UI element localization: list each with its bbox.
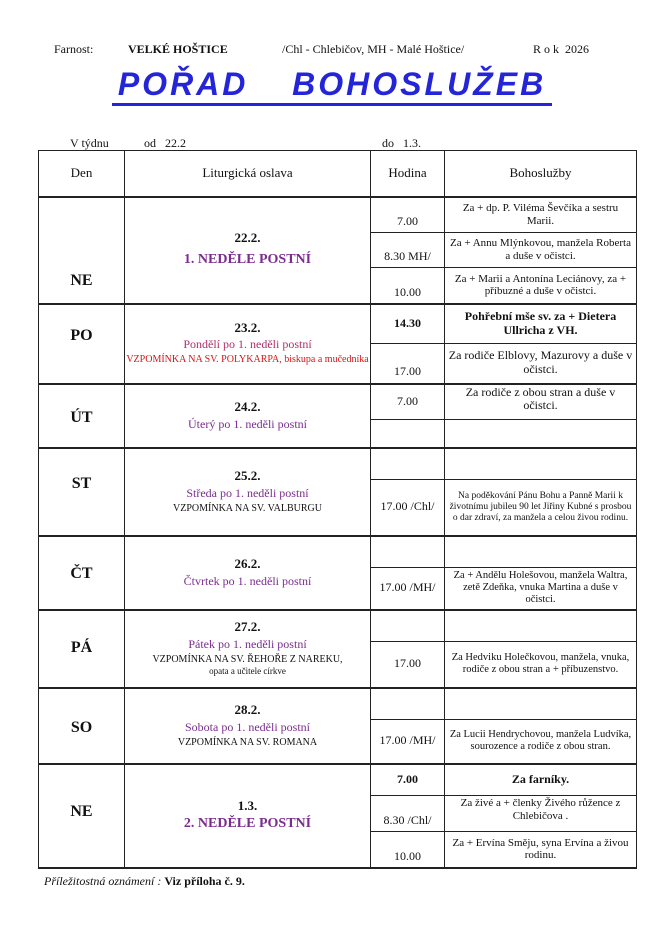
day-date: 27.2. (234, 619, 261, 635)
day-group (39, 610, 637, 688)
mass-time: 17.00 /MH/ (371, 568, 445, 610)
day-feast: Sobota po 1. neděli postní (185, 719, 310, 734)
mass-time: 17.00 (371, 642, 445, 688)
day-group (39, 688, 637, 764)
mass-intention (445, 536, 637, 568)
day-group (39, 448, 637, 536)
mass-time (371, 688, 445, 720)
mass-time: 10.00 (371, 832, 445, 868)
mass-intention: Za + dp. P. Viléma Ševčíka a sestru Marii. (445, 197, 637, 233)
mass-time: 7.00 (371, 197, 445, 233)
day-feast: Úterý po 1. neděli postní (188, 416, 307, 431)
day-celebration (125, 197, 371, 304)
day-memorial: VZPOMÍNKA NA SV. ŘEHOŘE Z NAREKU, (152, 653, 343, 665)
mass-intention: Za Lucii Hendrychovou, manžela Ludvíka, sourozence a rodiče z obou stran. (445, 720, 637, 764)
mass-time: 10.00 (371, 268, 445, 304)
day-date: 1.3. (237, 797, 258, 813)
day-date: 24.2. (234, 398, 261, 414)
parish-label: Farnost: (54, 42, 94, 56)
day-group (39, 536, 637, 610)
day-date: 25.2. (234, 467, 261, 483)
mass-time: 17.00 (371, 344, 445, 384)
day-date: 26.2. (234, 555, 261, 571)
day-group (39, 197, 637, 304)
day-feast: Pondělí po 1. neděli postní (183, 337, 312, 352)
col-header-hodina: Hodina (371, 151, 445, 197)
day-celebration (125, 764, 371, 868)
day-group (39, 304, 637, 384)
day-name: PO (39, 304, 125, 384)
day-feast: Středa po 1. neděli postní (186, 485, 309, 500)
day-celebration (125, 384, 371, 448)
page-title (0, 66, 664, 103)
week-from: od 22.2 (144, 136, 186, 150)
col-header-den: Den (39, 151, 125, 197)
day-celebration (125, 688, 371, 764)
day-name: NE (39, 197, 125, 304)
day-feast: 2. NEDĚLE POSTNÍ (183, 815, 312, 831)
mass-time: 17.00 /MH/ (371, 720, 445, 764)
page-title-text: POŘAD BOHOSLUŽEB (112, 66, 552, 106)
mass-time (371, 536, 445, 568)
mass-time: 14.30 (371, 304, 445, 344)
mass-intention: Za + Ervína Směju, syna Ervína a živou rodinu. (445, 832, 637, 868)
mass-intention: Za živé a + členky Živého růžence z Chlebičova . (445, 796, 637, 832)
day-memorial-note: opata a učitele církve (209, 666, 286, 677)
footer-value: Viz příloha č. 9. (164, 874, 245, 888)
day-name: PÁ (39, 610, 125, 688)
day-memorial: VZPOMÍNKA NA SV. VALBURGU (173, 502, 322, 514)
mass-intention: Za + Marii a Antonína Leciánovy, za + příbuzné a duše v očistci. (445, 268, 637, 304)
day-date: 23.2. (234, 320, 261, 336)
mass-intention (445, 448, 637, 480)
day-feast: Pátek po 1. neděli postní (188, 637, 307, 652)
col-header-oslava: Liturgická oslava (125, 151, 371, 197)
mass-intention (445, 420, 637, 448)
parish-subtitle: /Chl - Chlebičov, MH - Malé Hoštice/ (282, 42, 465, 56)
day-date: 28.2. (234, 701, 261, 717)
mass-time: 8.30 MH/ (371, 233, 445, 268)
col-header-bohosluzby: Bohoslužby (445, 151, 637, 197)
mass-intention: Za + Andělu Holešovou, manžela Waltra, zetě Zdeňka, vnuka Martina a duše v očistci. (445, 568, 637, 610)
day-feast: Čtvrtek po 1. neděli postní (183, 573, 312, 588)
mass-intention (445, 688, 637, 720)
day-name: SO (39, 688, 125, 764)
mass-intention: Za rodiče z obou stran a duše v očistci. (445, 384, 637, 420)
footer-note (44, 874, 245, 889)
mass-intention: Pohřební mše sv. za + Dietera Ullricha z VH. (445, 304, 637, 344)
mass-intention: Za Hedviku Holečkovou, manžela, vnuka, rodiče z obou stran a + příbuzenstvo. (445, 642, 637, 688)
mass-time (371, 610, 445, 642)
day-celebration (125, 448, 371, 536)
day-feast: 1. NEDĚLE POSTNÍ (183, 252, 312, 268)
mass-time: 8.30 /Chl/ (371, 796, 445, 832)
mass-time: 7.00 (371, 764, 445, 796)
day-celebration (125, 536, 371, 610)
footer-label: Příležitostná oznámení : (44, 874, 162, 888)
mass-time (371, 420, 445, 448)
day-name: ST (39, 448, 125, 536)
day-name: ČT (39, 536, 125, 610)
day-name: NE (39, 764, 125, 868)
parish-name: VELKÉ HOŠTICE (128, 42, 228, 56)
day-date: 22.2. (234, 230, 261, 246)
week-label: V týdnu (70, 136, 109, 150)
day-memorial: VZPOMÍNKA NA SV. ROMANA (177, 736, 318, 748)
year-label: R o k 2026 (533, 42, 590, 56)
day-name: ÚT (39, 384, 125, 448)
mass-intention (445, 610, 637, 642)
mass-time (371, 448, 445, 480)
mass-intention: Za + Annu Mlýnkovou, manžela Roberta a duše v očistci. (445, 233, 637, 268)
mass-intention: Na poděkování Pánu Bohu a Panně Marii k životnímu jubileu 90 let Jiřiny Kubné s prosbou o dar zdraví, za manžela a celou živou rodinu. (445, 480, 637, 536)
mass-intention: Za farníky. (445, 764, 637, 796)
mass-intention: Za rodiče Elblovy, Mazurovy a duše v očistci. (445, 344, 637, 384)
day-group (39, 384, 637, 448)
mass-time: 7.00 (371, 384, 445, 420)
week-to: do 1.3. (382, 136, 421, 150)
day-celebration (125, 610, 371, 688)
day-memorial: VZPOMÍNKA NA SV. POLYKARPA, biskupa a mučedníka (126, 354, 369, 366)
mass-time: 17.00 /Chl/ (371, 480, 445, 536)
day-celebration (125, 304, 371, 384)
day-group (39, 764, 637, 868)
schedule-table (38, 150, 637, 869)
